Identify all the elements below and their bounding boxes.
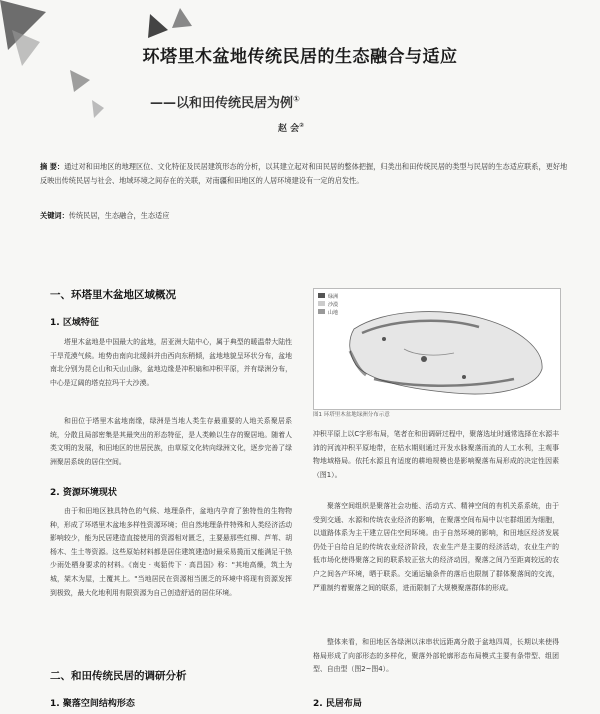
section1-sub1-heading: 1. 区域特征 [50,318,99,328]
keywords-label: 关键词： [40,211,69,220]
map-legend-oasis: 绿洲 [328,294,339,300]
keywords [40,211,568,221]
author: 赵 会② [278,122,305,134]
section2-sub1-heading: 1. 聚落空间结构形态 [50,699,135,709]
section1-sub2-heading: 2. 资源环境现状 [50,488,117,498]
section1-paragraph-3: 由于和田地区独具特色的气候、地理条件，盆地内孕育了独特性的生物物种，形成了环塔里木盆地多样性资源环境；但自然地理条件特殊和人类经济活动影响较少，能为民居建造直接使用的资源相对匮乏，主要悬那些红柳、芦苇、胡杨木、生土等资源。这些原始材料都是居住建筑建造时最采易揽而又能满足干热少雨处栖身要求的材料。《南史 · 夷貊传下 · 高昌国》称："其地高燥，筑土为城，架木为屋，土覆其上。"当地居民在资源相当匮乏的环境中将现有资源发挥到极致，最大化地利用有限资源为自己创造舒适的居住环境。 [50,507,292,597]
author-footnote-mark: ② [299,122,305,129]
section2-heading: 二、和田传统民居的调研分析 [50,670,187,682]
abstract-label: 摘 要： [40,162,65,171]
map-legend-desert: 沙漠 [328,302,339,308]
right-paragraph-3: 整体来看，和田地区各绿洲以沫串状远距离分散于盆地四周，长期以来使得格局形成了向部形态的多样化，聚落外部轮廓形态布局模式主要有条带型、组团型、自由型（图2~图4）。 [313,638,559,674]
section1-paragraph-1: 塔里木盆地是中国最大的盆地，居亚洲大陆中心，属于典型的暖温带大陆性干旱荒漠气候。地势由南向北缓斜并由西向东稍倾，盆地地貌呈环状分布，盆地南北分别为昆仑山和天山山脉，盆地边缘是冲积扇和冲积平原，并有绿洲分布，中心是辽阔的塔克拉玛干大沙漠。 [50,338,292,387]
abstract-text: 通过对和田地区的地理区位、文化特征及民居建筑形态的分析，以其建立起对和田民居的整体把握，归类出和田传统民居的类型与民居的生态适应联系，更好地反映出传统民居与社会、地域环境之间存在的关联，对南疆和田地区的人居环境建设有一定的启发性。 [40,162,568,185]
right-paragraph-1: 冲积平原上以C字形布局，笔者在和田调研过程中，聚落选址时通常选择在水源丰沛的河流冲积平原地带，在枯水期则通过开发水脉聚落而流的人工水利，主观事物地域格局。依托水源且有适度的耕地规模也是影响聚落布局形成的决定性因素（图1）。 [313,430,559,479]
keywords-text: 传统民居，生态融合，生态适应 [68,211,170,220]
paper-title: 环塔里木盆地传统民居的生态融合与适应 [142,47,458,67]
right-sub2-heading: 2. 民居布局 [313,699,362,709]
subtitle-footnote-mark: ① [293,94,300,104]
oasis-distribution-map [313,288,561,410]
figure-1-caption: 图1 环塔里木盆地绿洲分布示意 [313,412,390,418]
decorative-triangles [0,0,600,140]
section1-heading: 一、环塔里木盆地区域概况 [50,289,176,301]
right-paragraph-2: 聚落空间组织是聚落社会功能、活动方式、精神空间的有机关系系统，由于受到交通、水源和传统农业经济的影响，在聚落空间布局中以宅群组团为细胞，以道路体系为主干建立居住空间环境。由于自然环境的影响，和田地区经济发展仍处于自给自足的传统农业经济阶段，农业生产是主要的经济活动，农业生产的低市场化使得聚落之间的联系较正弦大的经济动因，聚落之间乃至距离较远的农户之间各产环境，晒于联系。交通运输条件的落后也限制了群体聚落间的交流，严重制约着聚落之间的联系，进而限制了大规模聚落群体的形成。 [313,502,559,592]
paper-subtitle: ——以和田传统民居为例① [150,94,300,111]
section1-paragraph-2: 和田位于塔里木盆地南缘，绿洲是当地人类生存最重要的人地关系聚居系统，分散且局部密集是其最突出的形态特征，是人类赖以生存的聚居地。随着人类文明的发展，和田地区的世居民族，由草原文化转向绿洲文化，逐步完善了绿洲聚居系统的居住空间。 [50,417,292,466]
map-legend-mountain: 山地 [328,310,339,316]
abstract [40,160,568,187]
